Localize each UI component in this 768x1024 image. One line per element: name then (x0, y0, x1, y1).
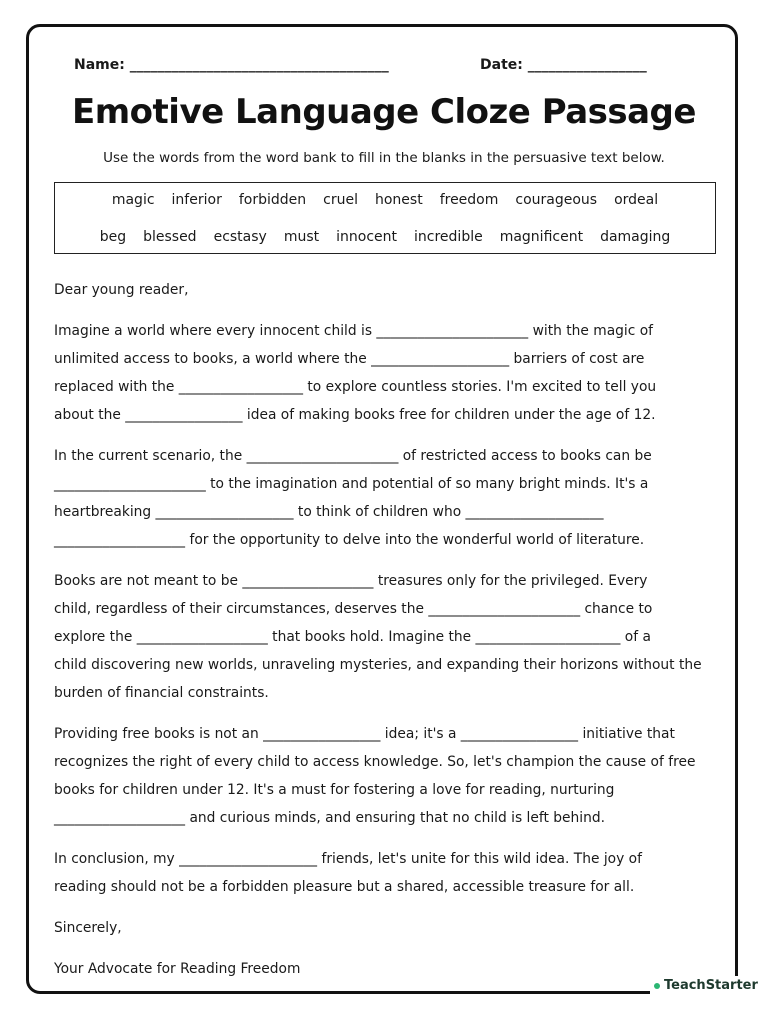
paragraph-4: Providing free books is not an _________________ idea; it's a _________________ initiative that recognizes the right of every child to access knowledge. So, let's champion the cause of free books for children under 12. It's a must for fostering a love for reading, nurturing ___________________ and curious minds, and ensuring that no child is left behind. (54, 726, 696, 826)
name-field[interactable]: Name: _____________________________________ (74, 57, 389, 73)
word-bank-word: forbidden (238, 192, 307, 208)
signature: Your Advocate for Reading Freedom (54, 961, 301, 977)
word-bank-word: magic (111, 192, 155, 208)
word-bank-row-1 (55, 192, 715, 208)
word-bank-word: ordeal (614, 192, 659, 208)
paragraph-3: Books are not meant to be ___________________ treasures only for the privileged. Every child, regardless of their circumstances, deserves the ______________________ chance to explore the ___________________ that books hold. Imagine the _____________________ of a child discovering new worlds, unraveling mysteries, and expanding their horizons without the burden of financial constraints. (54, 573, 702, 701)
paragraph-2: In the current scenario, the ______________________ of restricted access to books can be ______________________ to the imagination and potential of so many bright minds. It's a heartbreaking ____________________ to think of children who ____________________ ___________________ for the opportunity to delve into the wonderful world of literature. (54, 448, 652, 548)
word-bank-word: freedom (439, 192, 499, 208)
word-bank-word: beg (99, 229, 127, 245)
word-bank-word: damaging (600, 229, 671, 245)
word-bank (54, 182, 716, 254)
word-bank-word: inferior (171, 192, 222, 208)
word-bank-word: magnificent (499, 229, 584, 245)
instructions: Use the words from the word bank to fill in the blanks in the persuasive text below. (103, 150, 665, 166)
word-bank-word: cruel (323, 192, 358, 208)
word-bank-word: incredible (414, 229, 483, 245)
paragraph-1: Imagine a world where every innocent child is ______________________ with the magic of unlimited access to books, a world where the ____________________ barriers of cost are replaced with the __________________ to explore countless stories. I'm excited to tell you about the _________________ idea of making books free for children under the age of 12. (54, 323, 657, 423)
word-bank-word: innocent (336, 229, 398, 245)
date-field[interactable]: Date: _________________ (480, 57, 647, 73)
logo-icon (654, 983, 660, 989)
word-bank-row-2 (55, 229, 715, 245)
paragraph-5: In conclusion, my ____________________ friends, let's unite for this wild idea. The joy of reading should not be a forbidden pleasure but a shared, accessible treasure for all. (54, 851, 642, 895)
logo-text: TeachStarter (664, 978, 758, 993)
word-bank-word: must (283, 229, 320, 245)
word-bank-word: courageous (515, 192, 598, 208)
closing: Sincerely, (54, 920, 122, 936)
word-bank-word: blessed (143, 229, 197, 245)
teachstarter-logo (650, 976, 762, 995)
word-bank-word: ecstasy (213, 229, 267, 245)
passage (54, 276, 724, 996)
greeting: Dear young reader, (54, 282, 189, 298)
page-title: Emotive Language Cloze Passage (72, 92, 696, 132)
word-bank-word: honest (374, 192, 423, 208)
